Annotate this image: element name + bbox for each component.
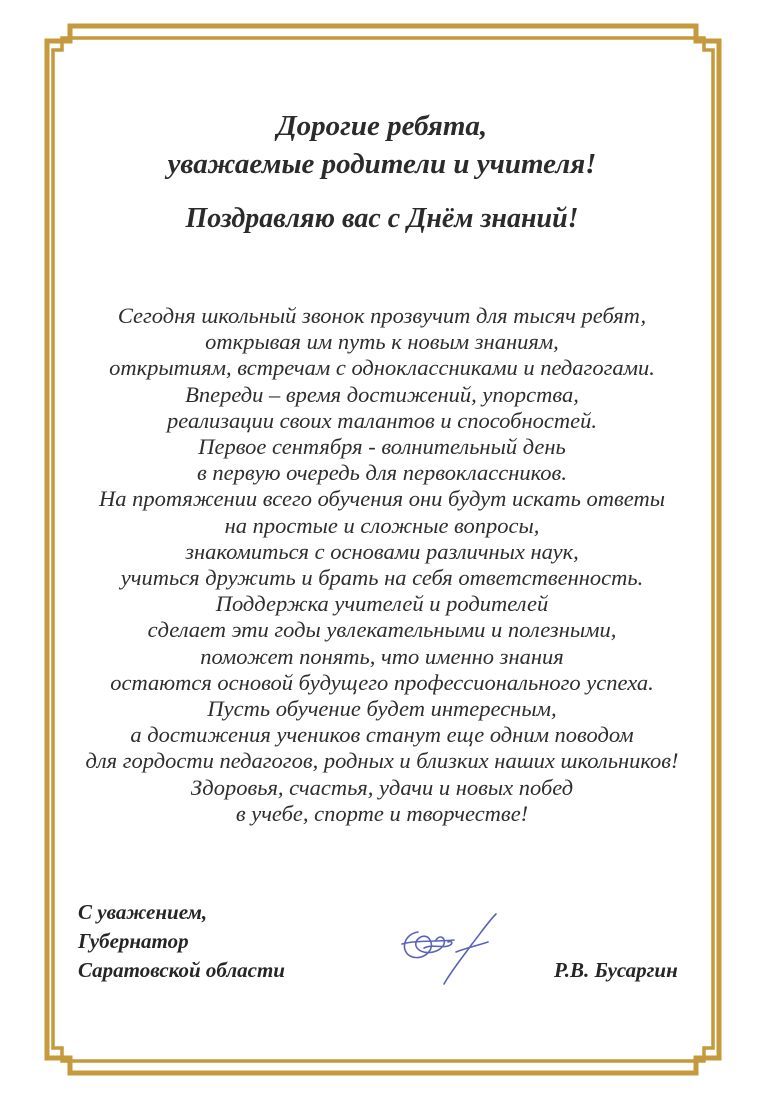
body-line: Здоровья, счастья, удачи и новых побед — [190, 774, 574, 800]
body-line: знакомиться с основами различных наук, — [185, 538, 579, 564]
body-line: реализации своих талантов и способностей. — [167, 407, 597, 433]
body-line: а достижения учеников станут еще одним поводом — [130, 722, 634, 748]
body-line: Первое сентября - волнительный день — [198, 434, 566, 460]
signer-region: Саратовской области — [78, 958, 285, 982]
body-line: в первую очередь для первоклассников. — [197, 460, 567, 486]
body-line: открывая им путь к новым знаниям, — [205, 329, 559, 355]
closing-text: С уважением, — [78, 900, 208, 924]
body-line: учиться дружить и брать на себя ответственность. — [120, 565, 644, 591]
greeting-heading: Поздравляю вас с Днём знаний! — [185, 203, 579, 234]
signer-name: Р.В. Бусаргин — [554, 958, 678, 982]
body-line: остаются основой будущего профессионального успеха. — [110, 669, 654, 695]
letter-heading-line-1: Дорогие ребята, — [276, 110, 488, 142]
letter-heading-line-2: уважаемые родители и учителя! — [167, 148, 597, 180]
signature-block — [78, 898, 285, 985]
body-line: открытиям, встречам с одноклассниками и педагогами. — [109, 355, 655, 381]
body-line: в учебе, спорте и творчестве! — [235, 800, 529, 826]
body-line: сделает эти годы увлекательными и полезными, — [147, 617, 617, 643]
body-line: Поддержка учителей и родителей — [215, 591, 549, 617]
body-line: поможет понять, что именно знания — [200, 643, 564, 669]
body-line: Сегодня школьный звонок прозвучит для тысяч ребят, — [117, 303, 647, 328]
body-line: Впереди – время достижений, упорства, — [185, 381, 579, 407]
signer-position: Губернатор — [78, 929, 189, 953]
letter-body — [40, 303, 724, 827]
body-line: на простые и сложные вопросы, — [224, 512, 540, 538]
body-line: Пусть обучение будет интересным, — [207, 696, 557, 722]
body-line: На протяжении всего обучения они будут искать ответы — [99, 486, 665, 512]
body-line: для гордости педагогов, родных и близких наших школьников! — [85, 748, 679, 774]
handwritten-signature — [396, 910, 516, 990]
